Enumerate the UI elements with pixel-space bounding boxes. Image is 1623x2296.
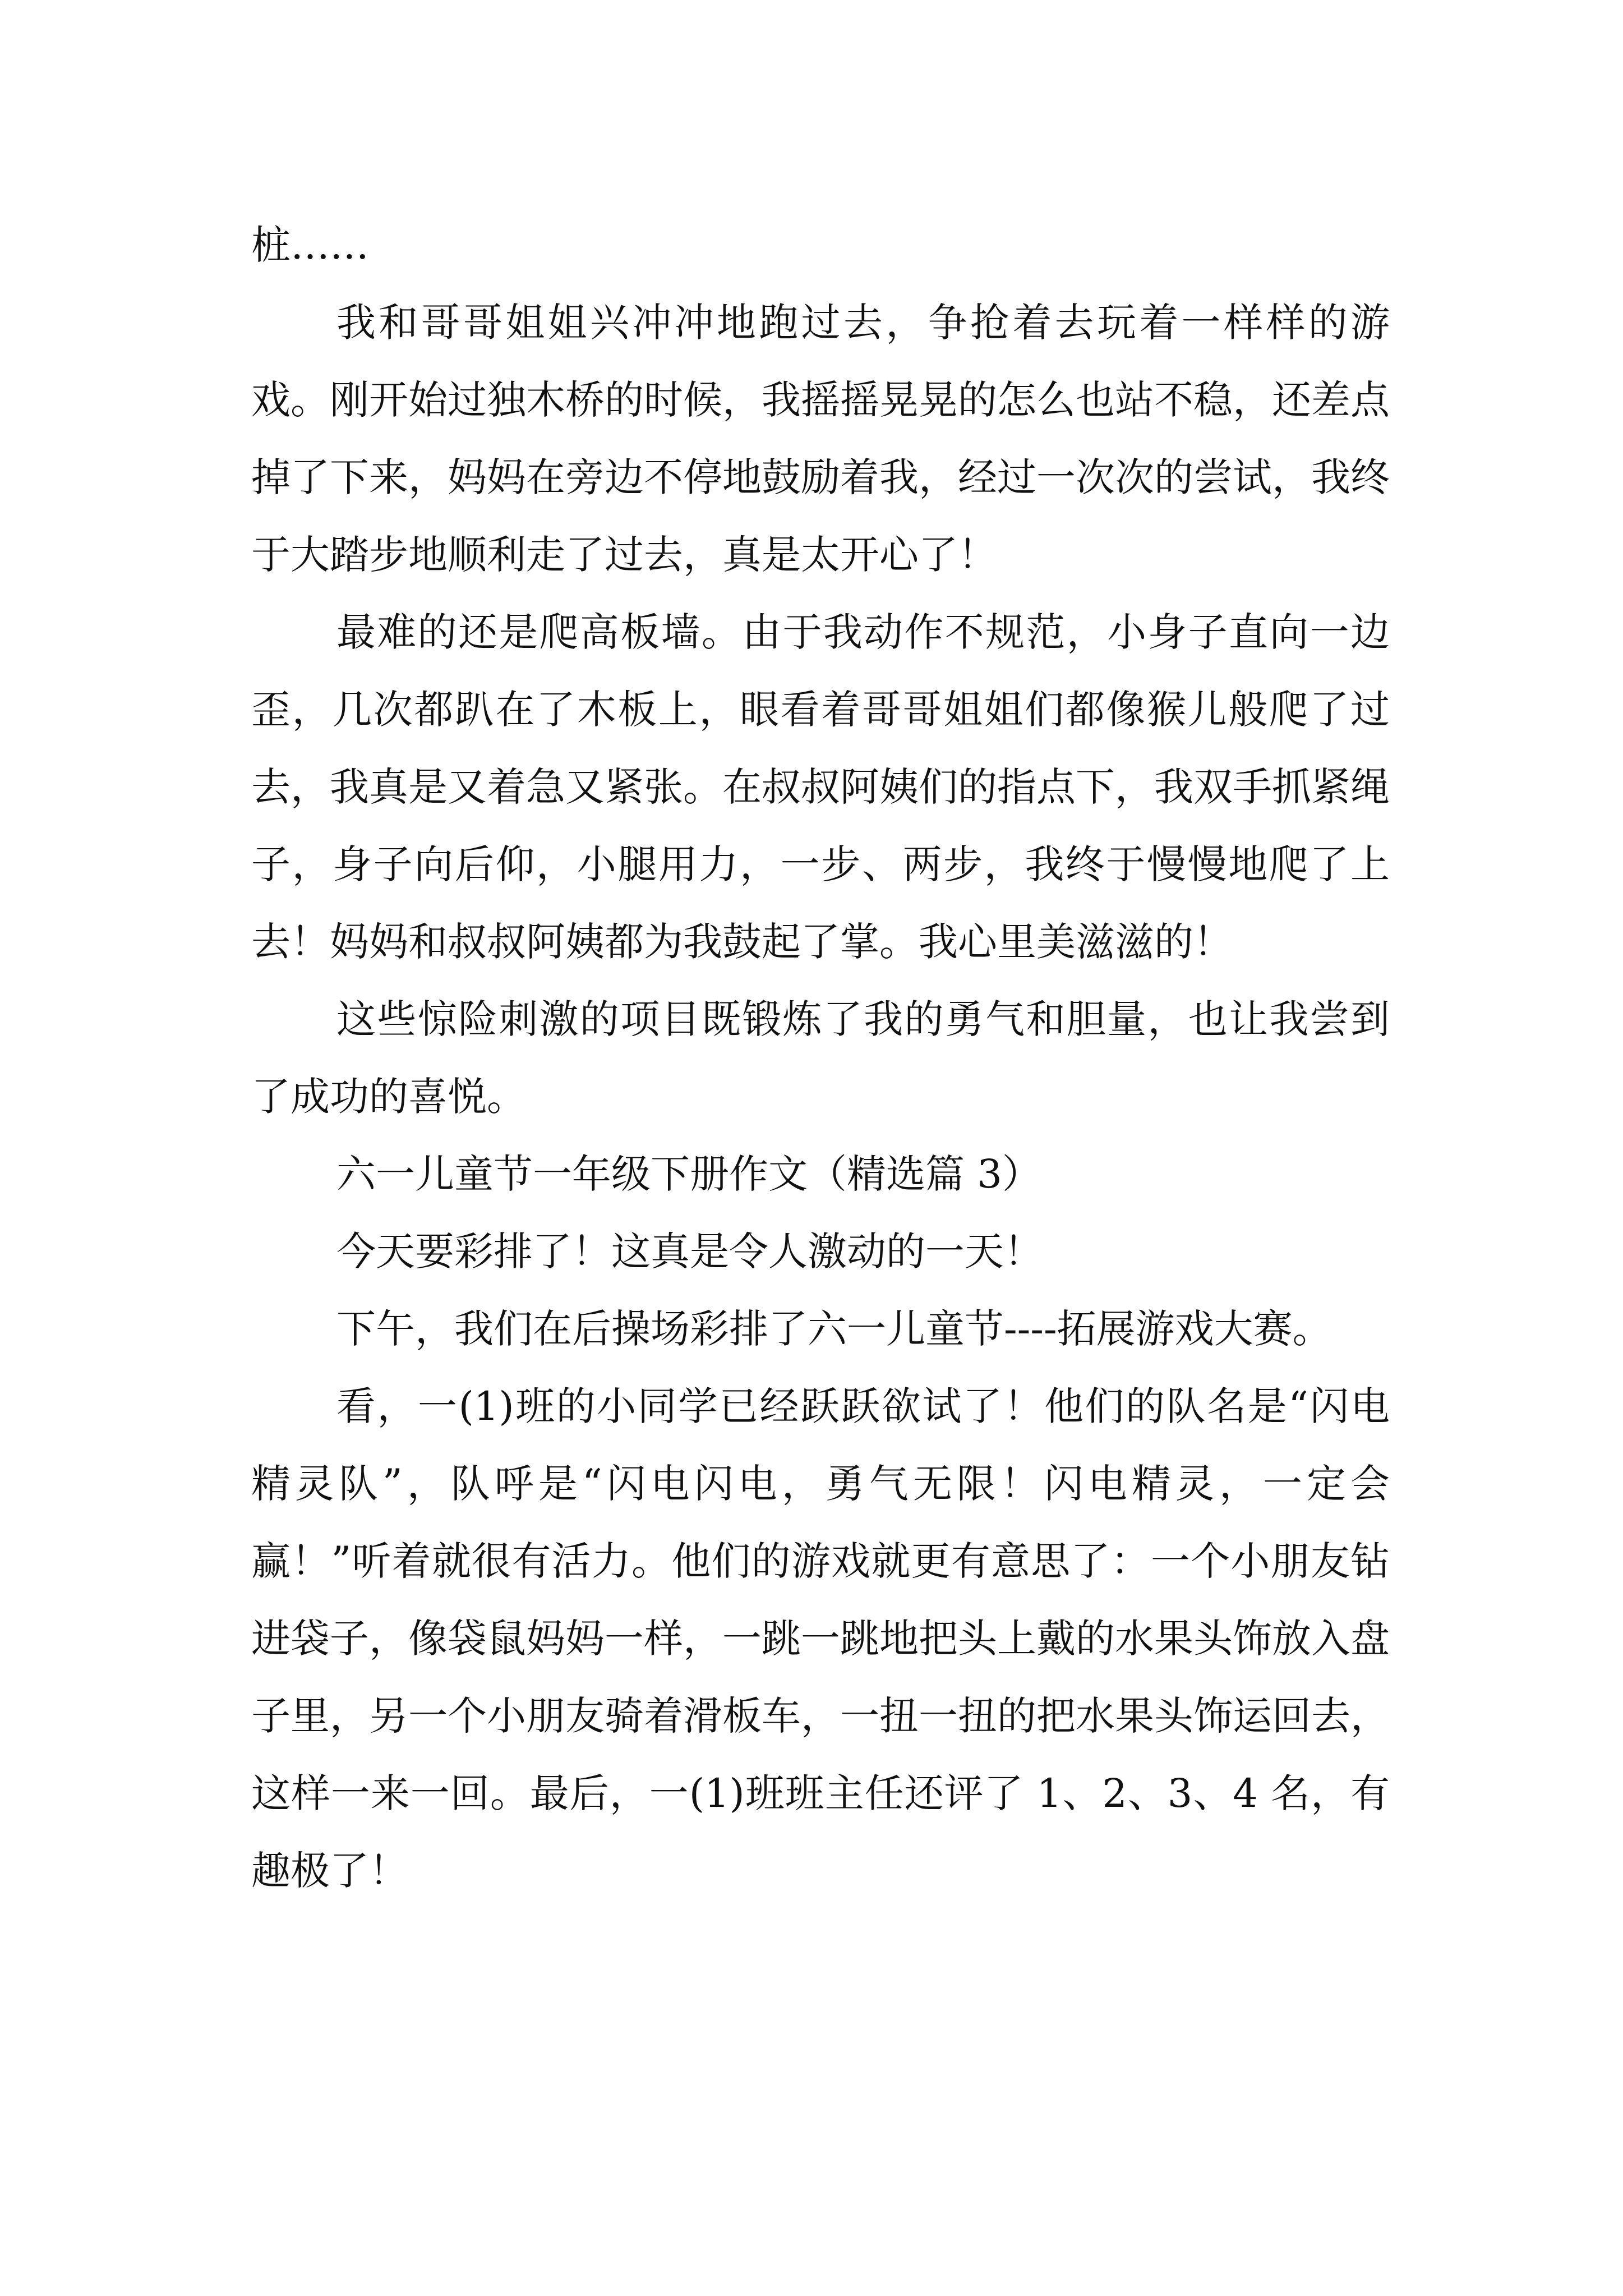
document-body xyxy=(251,206,1390,1910)
paragraph-continuation: 桩…… xyxy=(251,222,369,268)
paragraph: 这些惊险刺激的项目既锻炼了我的勇气和胆量，也让我尝到了成功的喜悦。 xyxy=(251,996,1390,1120)
section-heading: 六一儿童节一年级下册作文（精选篇 3） xyxy=(336,1151,1041,1197)
paragraph: 看，一(1)班的小同学已经跃跃欲试了！他们的队名是“闪电精灵队”，队呼是“闪电闪电，勇气无限！闪电精灵，一定会赢！”听着就很有活力。他们的游戏就更有意思了：一个小朋友钻进袋子，像袋鼠妈妈一样，一跳一跳地把头上戴的水果头饰放入盘子里，另一个小朋友骑着滑板车，一扭一扭的把水果头饰运回去，这样一来一回。最后，一(1)班班主任还评了 1、2、3、4 名，有趣极了！ xyxy=(251,1383,1390,1894)
paragraph: 下午，我们在后操场彩排了六一儿童节----拓展游戏大赛。 xyxy=(336,1306,1332,1352)
paragraph: 我和哥哥姐姐兴冲冲地跑过去，争抢着去玩着一样样的游戏。刚开始过独木桥的时候，我摇摇晃晃的怎么也站不稳，还差点掉了下来，妈妈在旁边不停地鼓励着我，经过一次次的尝试，我终于大踏步地顺利走了过去，真是太开心了！ xyxy=(251,300,1390,578)
paragraph: 最难的还是爬高板墙。由于我动作不规范，小身子直向一边歪，几次都趴在了木板上，眼看着哥哥姐姐们都像猴儿般爬了过去，我真是又着急又紧张。在叔叔阿姨们的指点下，我双手抓紧绳子，身子向后仰，小腿用力，一步、两步，我终于慢慢地爬了上去！妈妈和叔叔阿姨都为我鼓起了掌。我心里美滋滋的！ xyxy=(251,609,1390,965)
paragraph: 今天要彩排了！这真是令人激动的一天！ xyxy=(336,1228,1043,1274)
